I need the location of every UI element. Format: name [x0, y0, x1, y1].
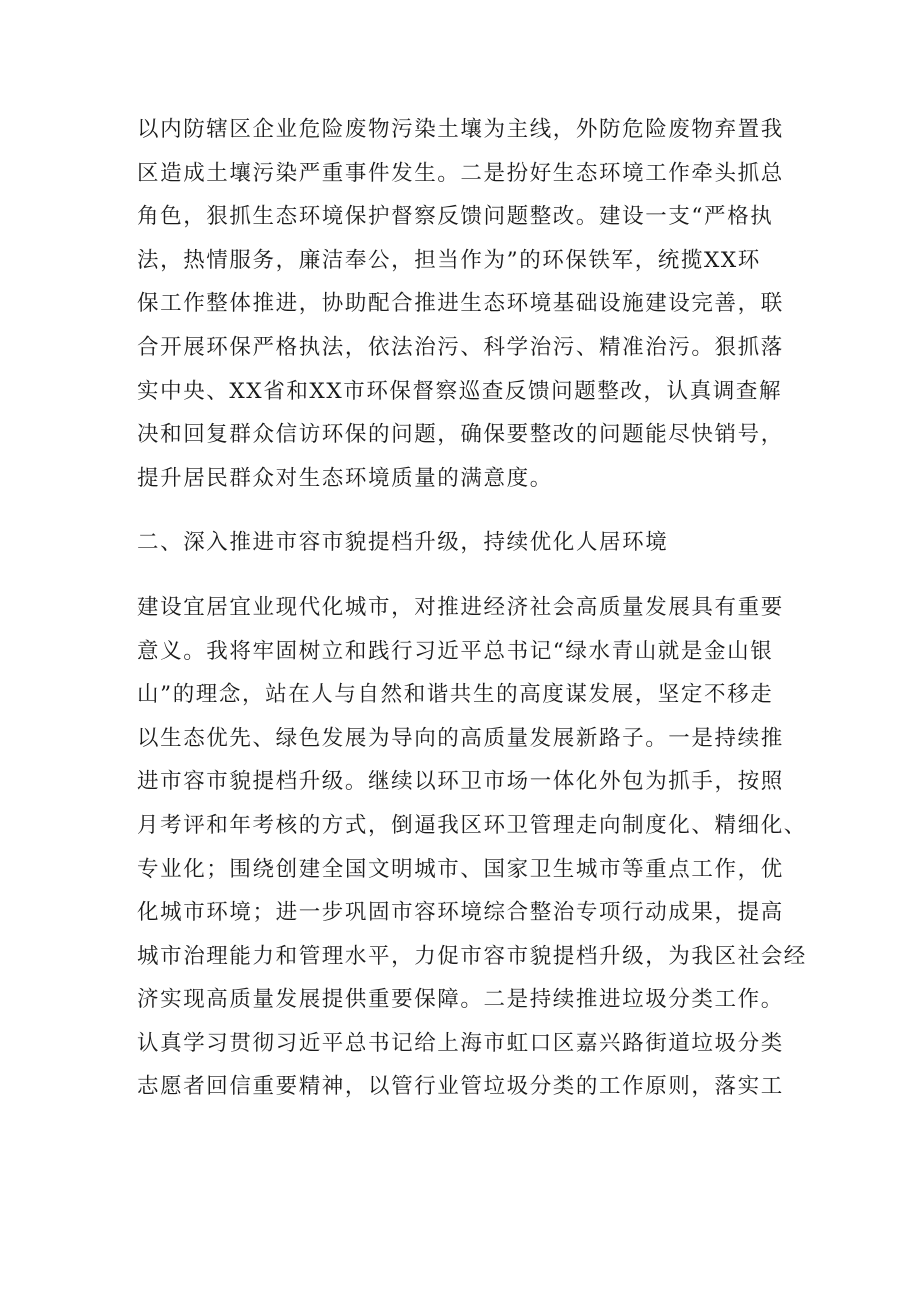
text-line: 认真学习贯彻习近平总书记给上海市虹口区嘉兴路街道垃圾分类: [137, 1030, 784, 1056]
text-line: 提升居民群众对生态环境质量的满意度。: [137, 465, 553, 491]
paragraph-1: [137, 108, 797, 500]
text-line: 山”的理念，站在人与自然和谐共生的高度谋发展，坚定不移走: [137, 682, 774, 708]
text-line: 实中央、XX省和XX市环保督察巡查反馈问题整改，认真调查解: [137, 378, 783, 404]
text-line: 专业化；围绕创建全国文明城市、国家卫生城市等重点工作，优: [137, 856, 784, 882]
paragraph-spacer: [137, 565, 797, 586]
section-heading-text: 二、深入推进市容市貌提档升级，持续优化人居环境: [137, 530, 669, 556]
paragraph-2: [137, 586, 807, 1109]
section-heading: [137, 521, 797, 565]
document-body: [137, 108, 807, 1109]
text-line: 月考评和年考核的方式，倒逼我区环卫管理走向制度化、精细化、: [137, 812, 807, 838]
text-line: 以生态优先、绿色发展为导向的高质量发展新路子。一是持续推: [137, 725, 784, 751]
text-line: 意义。我将牢固树立和践行习近平总书记“绿水青山就是金山银: [137, 638, 774, 664]
text-line: 角色，狠抓生态环境保护督察反馈问题整改。建设一支“严格执: [137, 204, 774, 230]
text-line: 化城市环境；进一步巩固市容环境综合整治专项行动成果，提高: [137, 900, 784, 926]
text-line: 建设宜居宜业现代化城市，对推进经济社会高质量发展具有重要: [137, 594, 784, 620]
text-line: 区造成土壤污染严重事件发生。二是扮好生态环境工作牵头抓总: [137, 160, 784, 186]
text-line: 以内防辖区企业危险废物污染土壤为主线，外防危险废物弃置我: [137, 117, 784, 142]
text-line: 法，热情服务，廉洁奉公，担当作为”的环保铁军，统揽XX环: [137, 247, 761, 273]
text-line: 保工作整体推进，协助配合推进生态环境基础设施建设完善，联: [137, 291, 784, 317]
text-line: 志愿者回信重要精神，以管行业管垃圾分类的工作原则，落实工: [137, 1074, 784, 1100]
text-line: 决和回复群众信访环保的问题，确保要整改的问题能尽快销号，: [137, 422, 784, 448]
text-line: 济实现高质量发展提供重要保障。二是持续推进垃圾分类工作。: [137, 987, 784, 1013]
text-line: 城市治理能力和管理水平，力促市容市貌提档升级，为我区社会经: [137, 943, 807, 969]
text-line: 进市容市貌提档升级。继续以环卫市场一体化外包为抓手，按照: [137, 769, 784, 795]
text-line: 合开展环保严格执法，依法治污、科学治污、精准治污。狠抓落: [137, 334, 784, 360]
paragraph-spacer: [137, 500, 797, 521]
